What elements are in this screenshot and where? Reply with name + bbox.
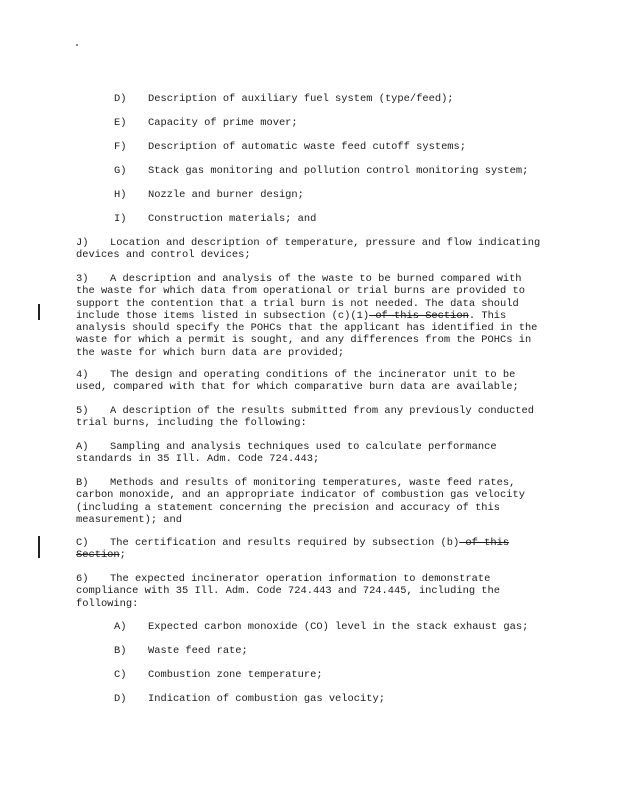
item-text: Capacity of prime mover; [148,117,298,129]
paragraph-3 [76,273,546,359]
paragraph-5 [76,405,546,430]
revision-bar [38,536,40,558]
revision-bar [38,304,40,320]
item-text: Description of automatic waste feed cutoff systems; [148,141,467,153]
list-item [114,93,454,105]
paragraph-5a [76,441,546,466]
paragraph-label: 3) [76,273,89,285]
item-label: F) [114,141,127,153]
item-label: A) [114,621,127,633]
item-text: Waste feed rate; [148,645,248,657]
paragraph-label: C) [76,537,89,549]
paragraph-6 [76,573,546,610]
item-text: Description of auxiliary fuel system (type/feed); [148,93,454,105]
item-text: Nozzle and burner design; [148,189,304,201]
paragraph-text: A description and analysis of the waste to be burned compared with the waste for which data from operational or trial burns are provided to support the contention that a trial burn is not needed. The data should include those items listed in subsection (c)(1) [76,273,525,322]
paragraph-label: A) [76,441,89,453]
item-label: D) [114,93,127,105]
item-text: Combustion zone temperature; [148,669,323,681]
paragraph-4 [76,369,546,394]
paragraph-label: 4) [76,369,89,381]
paragraph-label: B) [76,477,89,489]
struck-text: of this Section [76,537,510,562]
paragraph-text: The certification and results required by subsection (b) [110,537,460,549]
paragraph-text: Methods and results of monitoring temperatures, waste feed rates, carbon monoxide, and an appropriate indicator of combustion gas velocity (including a statement concerning the precision and accuracy of this measurement); and [76,477,525,526]
item-label: I) [114,213,127,225]
list-item [114,645,248,657]
list-item [114,165,528,177]
item-text: Stack gas monitoring and pollution control monitoring system; [148,165,529,177]
list-item [114,693,385,705]
item-text: Construction materials; and [148,213,317,225]
paragraph-5b [76,477,546,526]
paragraph-label: 6) [76,573,89,585]
paragraph-text: The design and operating conditions of the incinerator unit to be used, compared with that for which comparative burn data are available; [76,369,519,394]
paragraph-label: 5) [76,405,89,417]
item-text: Expected carbon monoxide (CO) level in the stack exhaust gas; [148,621,529,633]
paragraph-text: Location and description of temperature, pressure and flow indicating devices and control devices; [76,237,541,262]
list-item [114,621,528,633]
list-item [114,189,304,201]
item-label: E) [114,117,127,129]
list-item [114,669,323,681]
paragraph-text: Sampling and analysis techniques used to calculate performance standards in 35 Ill. Adm. Code 724.443; [76,441,497,466]
item-label: B) [114,645,127,657]
paragraph-j [76,237,546,262]
item-text: Indication of combustion gas velocity; [148,693,385,705]
paragraph-text-cont: ; [119,549,126,562]
list-item [114,141,466,153]
paragraph-text-cont: . This analysis should specify the POHCs that the applicant has identified in the waste for which a permit is sought, and any differences from the POHCs in the waste for which burn data are provided; [76,309,538,359]
item-label: H) [114,189,127,201]
list-item [114,117,298,129]
paragraph-5c [76,537,546,562]
item-label: G) [114,165,127,177]
paragraph-label: J) [76,237,89,249]
paragraph-text: The expected incinerator operation information to demonstrate compliance with 35 Ill. Adm. Code 724.443 and 724.445, including the following: [76,573,501,610]
scan-speck [76,44,78,46]
paragraph-text: A description of the results submitted from any previously conducted trial burns, including the following: [76,405,535,430]
list-item [114,213,316,225]
item-label: D) [114,693,127,705]
item-label: C) [114,669,127,681]
struck-text: of this Section [369,309,469,322]
